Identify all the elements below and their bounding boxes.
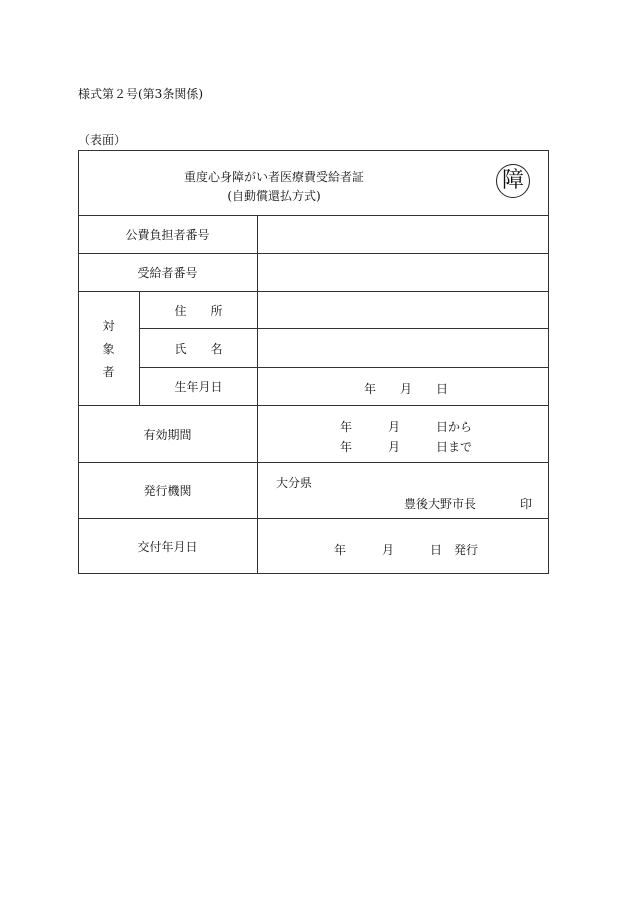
birthdate-label: [140, 368, 257, 405]
seal-character: 障: [501, 168, 524, 193]
public-payer-number-label: [78, 216, 257, 253]
label-text: 氏 名: [174, 341, 223, 356]
address-label: [140, 292, 257, 328]
issuing-organization-label: [78, 463, 257, 518]
label-text: 住 所: [174, 303, 223, 318]
form-number: 様式第２号(第3条関係): [78, 87, 203, 101]
subject-char-2: 象: [102, 341, 115, 356]
label-text: 有効期間: [143, 427, 192, 442]
issue-date-label: [78, 519, 257, 574]
label-text: 発行機関: [143, 484, 192, 498]
issuer-mayor: 豊後大野市長: [404, 497, 477, 511]
recipient-number-label: [78, 254, 257, 291]
subject-char-3: 者: [102, 364, 115, 379]
birthdate-value: 年 月 日: [364, 382, 449, 396]
validity-to: 年 月 日まで: [340, 440, 473, 454]
public-payer-number-field: [258, 216, 548, 253]
certificate-title: [78, 168, 470, 206]
label-text: 交付年月日: [137, 540, 198, 554]
title-line-2: (自動償還払方式): [227, 189, 321, 203]
name-field: [258, 329, 548, 367]
name-label: [140, 329, 257, 367]
issuer-stamp: 印: [520, 497, 533, 511]
recipient-number-field: [258, 254, 548, 291]
disability-seal-mark: [496, 164, 530, 198]
label-text: 公費負担者番号: [125, 228, 210, 242]
label-text: 生年月日: [174, 380, 223, 394]
issuer-prefecture: 大分県: [276, 476, 313, 490]
address-field: [258, 292, 548, 328]
subject-char-1: 対: [102, 318, 115, 333]
subject-person-label: [78, 292, 139, 406]
label-text: 受給者番号: [137, 266, 198, 280]
issue-date-value: 年 月 日 発行: [334, 543, 479, 557]
side-label: （表面）: [78, 133, 127, 147]
validity-period-label: [78, 406, 257, 462]
title-line-1: 重度心身障がい者医療費受給者証: [183, 170, 364, 184]
validity-from: 年 月 日から: [340, 420, 473, 434]
